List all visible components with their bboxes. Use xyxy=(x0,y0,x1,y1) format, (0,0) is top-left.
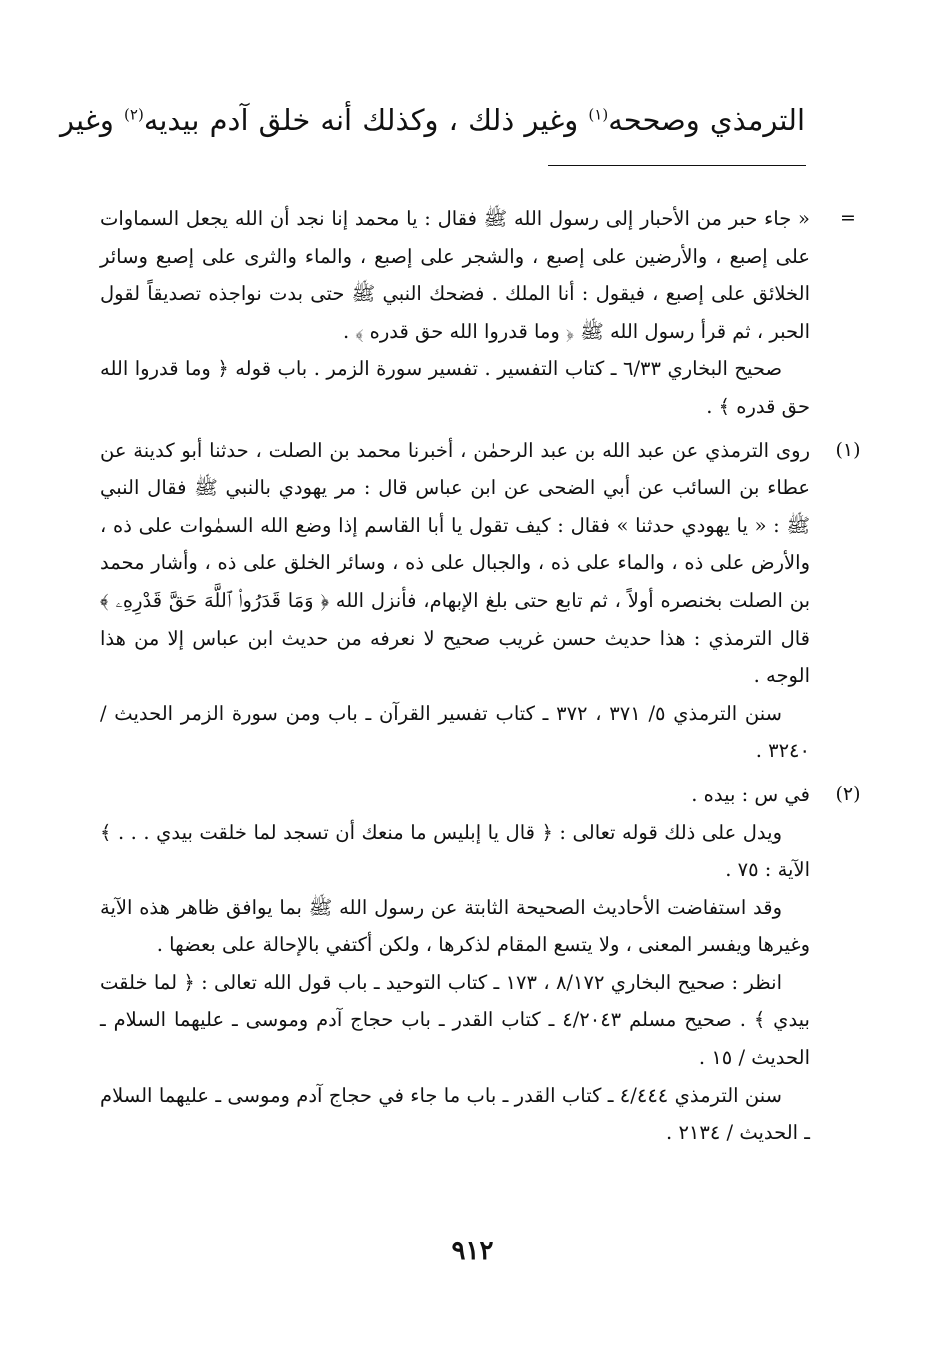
footnote-1 xyxy=(100,432,861,770)
footnote-separator-rule xyxy=(548,165,806,166)
main-text-part-1: الترمذي وصححه xyxy=(608,103,806,137)
footnote-paragraph: « جاء حبر من الأحبار إلى رسول الله ﷺ فقال : يا محمد إنا نجد أن الله يجعل السماوات على إصبع ، والأرضين على إصبع ، والشجر على إصبع ، والماء والثرى على إصبع وسائر الخلائق على إصبع ، فيقول : أنا الملك . فضحك النبي ﷺ حتى بدت نواجذه تصديقاً لقول الحبر ، ثم قرأ رسول الله ﷺ ﴿ وما قدروا الله حق قدره ﴾ . xyxy=(100,207,810,343)
footnote-marker-2: (٢) xyxy=(835,782,861,805)
footnote-paragraph: سنن الترمذي ٥/ ٣٧١ ، ٣٧٢ ـ كتاب تفسير القرآن ـ باب ومن سورة الزمر الحديث / ٣٢٤٠ . xyxy=(100,701,810,763)
page-number: ٩١٢ xyxy=(451,1236,494,1266)
footnote-ref-1[interactable]: (١) xyxy=(588,105,609,124)
footnote-paragraph: سنن الترمذي ٤/٤٤٤ ـ كتاب القدر ـ باب ما جاء في حجاج آدم وموسى ـ عليهما السلام ـ الحديث / ٢١٣٤ . xyxy=(100,1083,810,1145)
footnote-2 xyxy=(100,776,861,1152)
footnote-paragraph: ويدل على ذلك قوله تعالى : ﴿ قال يا إبليس ما منعك أن تسجد لما خلقت بيدي . . . ﴾ الآية : ٧٥ . xyxy=(100,820,810,882)
footnote-paragraph: في س : بيده . xyxy=(691,782,810,806)
footnote-marker-continuation: = xyxy=(840,207,856,229)
main-text-part-3: وغير xyxy=(60,103,125,137)
footnote-continuation xyxy=(100,200,856,426)
footnotes-area xyxy=(100,200,861,1158)
footnote-paragraph: صحيح البخاري ٦/٣٣ ـ كتاب التفسير . تفسير سورة الزمر . باب قوله ﴿ وما قدروا الله حق قدره ﴾ . xyxy=(100,357,810,418)
main-text-line xyxy=(60,98,805,142)
footnote-paragraph: وقد استفاضت الأحاديث الصحيحة الثابتة عن رسول الله ﷺ بما يوافق ظاهر هذه الآية وغيرها ويفسر المعنى ، ولا يتسع المقام لذكرها ، ولكن أكتفي بالإحالة على بعضها . xyxy=(100,895,810,957)
footnote-ref-2[interactable]: (٢) xyxy=(124,105,144,124)
main-text-part-2: وغير ذلك ، وكذلك أنه خلق آدم بيديه xyxy=(143,103,589,137)
footnote-paragraph: روى الترمذي عن عبد الله بن عبد الرحمٰن ، أخبرنا محمد بن الصلت ، حدثنا أبو كدينة عن عطاء بن السائب عن أبي الضحى عن ابن عباس قال : مر يهودي بالنبي ﷺ فقال النبي ﷺ : « يا يهودي حدثنا » فقال : كيف تقول يا أبا القاسم إذا وضع الله السمٰوات على ذه ، والأرض على ذه ، والماء على ذه ، والجبال على ذه ، وسائر الخلق على ذه ، وأشار محمد بن الصلت بخنصره أولاً ، ثم تابع حتى بلغ الإبهام، فأنزل الله ﴿ وَمَا قَدَرُوا۟ ٱللَّهَ حَقَّ قَدْرِهِۦ ﴾ قال الترمذي : هذا حديث حسن غريب صحيح لا نعرفه من حديث ابن عباس إلا من هذا الوجه . xyxy=(100,438,810,688)
footnote-paragraph: انظر : صحيح البخاري ٨/١٧٢ ، ١٧٣ ـ كتاب التوحيد ـ باب قول الله تعالى : ﴿ لما خلقت بيدي ﴾ . صحيح مسلم ٤/٢٠٤٣ ـ كتاب القدر ـ باب حجاج آدم وموسى ـ عليهما السلام ـ الحديث / ١٥ . xyxy=(100,970,810,1070)
footnote-marker-1: (١) xyxy=(835,438,861,461)
